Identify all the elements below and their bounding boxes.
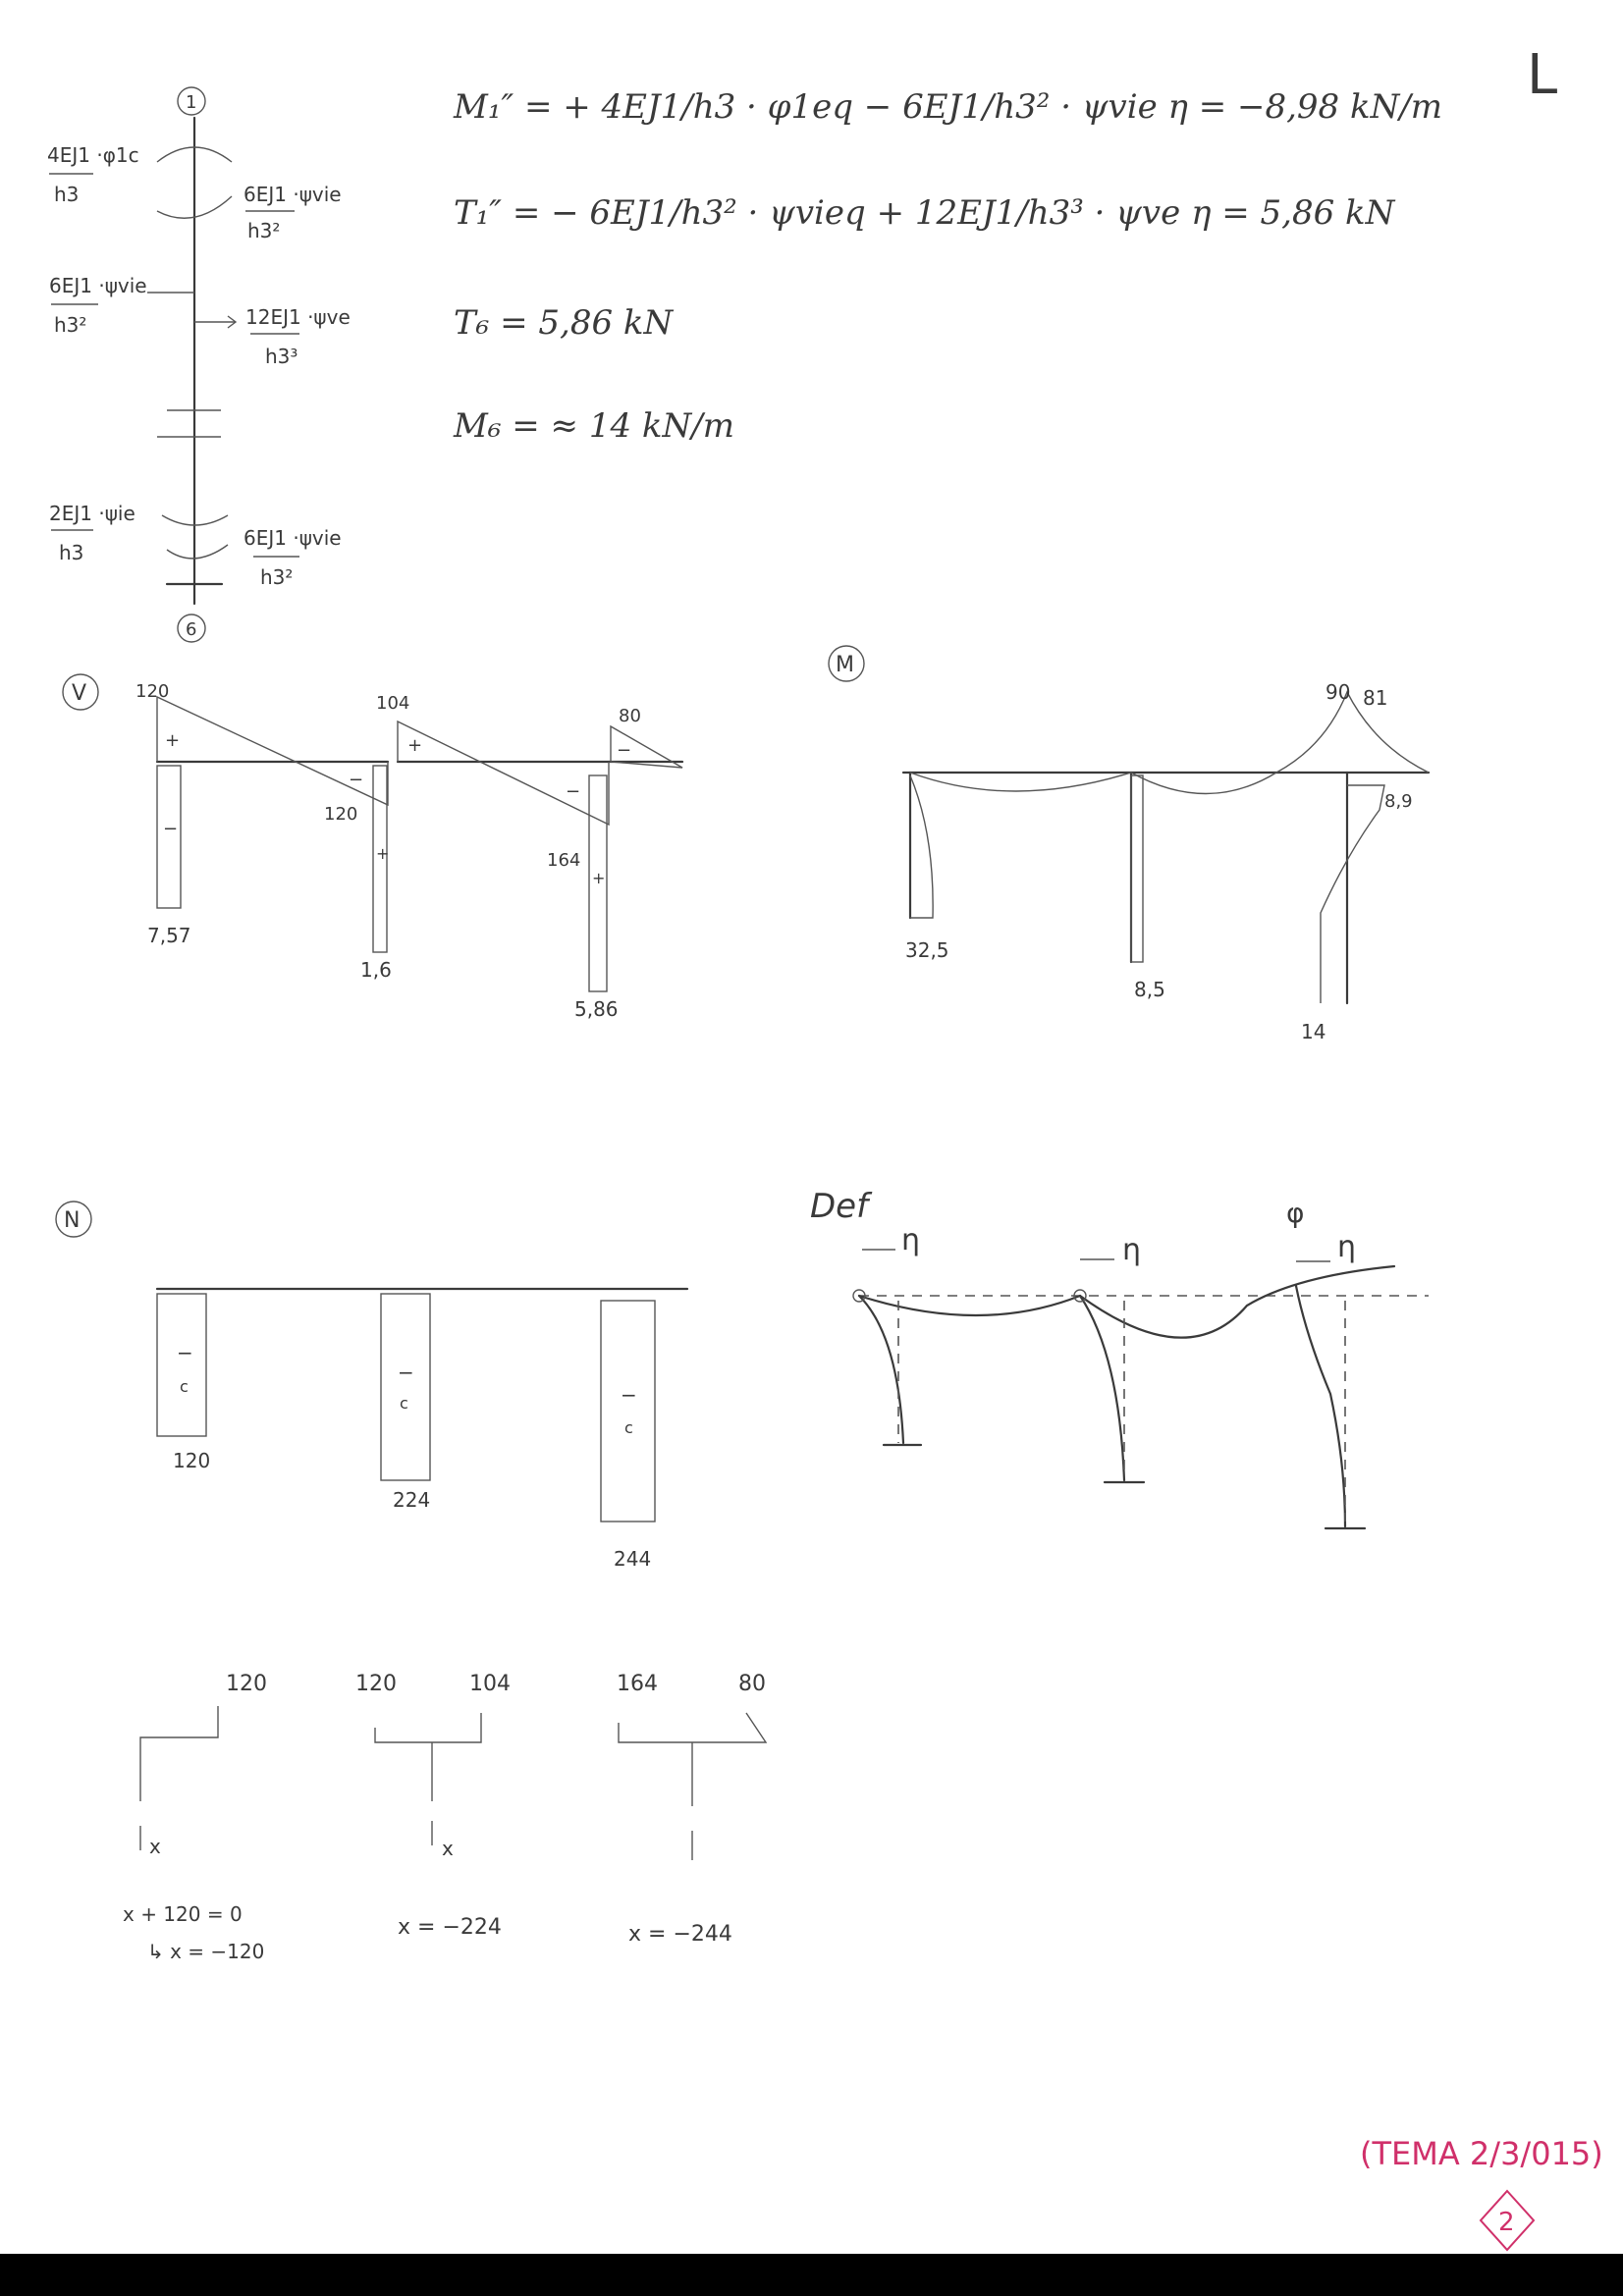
shear-value-2: 120 [324,804,358,825]
moment-value-2: 81 [1363,686,1388,710]
shear-sign-5: − [617,740,632,761]
scan-bottom-edge [0,2254,1623,2296]
col-mid-right-den: h3³ [265,345,298,368]
normal-sign-2: − [398,1361,414,1384]
shear-sign-1: + [165,730,181,751]
deformation-eta-1: η [901,1223,921,1257]
deformation-sketch [810,1187,1429,1528]
column-node-top: 1 [186,92,197,113]
deformation-label: Def [810,1187,869,1226]
moment-value-5: 8,5 [1134,978,1165,1001]
moment-diagram [829,646,1429,1043]
shear-value-6: 7,57 [147,924,191,947]
page-footer [1360,2135,1603,2250]
equil-value-2: 120 [355,1672,397,1696]
column-sketch [47,87,351,642]
col-top-left-label: 4EJ1 ·φ1c [47,143,139,167]
normal-type-1: c [180,1377,189,1396]
deformation-eta-2: η [1122,1233,1142,1267]
equil-eq-2: x = −224 [398,1915,502,1940]
footer-tema: (TEMA 2/3/015) [1360,2135,1603,2172]
normal-sign-1: − [177,1341,193,1364]
equil-eq-3: x = −244 [628,1922,732,1947]
column-node-bottom: 6 [186,619,197,640]
shear-value-4: 164 [547,850,581,871]
equation-moment-1: M₁″ = + 4EJ1/h3 · φ1eq − 6EJ1/h3² · ψvie η = −8,98 kN/m [454,87,1443,127]
normal-value-1: 120 [173,1449,211,1472]
col-mid-left-label: 6EJ1 ·ψvie [49,274,147,297]
equil-value-1: 120 [226,1672,267,1696]
col-bot-right-label: 6EJ1 ·ψvie [243,526,342,550]
normal-value-2: 224 [393,1488,431,1512]
equil-value-4: 164 [617,1672,658,1696]
col-top-right-den: h3² [247,219,281,242]
col-mid-right-label: 12EJ1 ·ψve [245,305,351,329]
moment-value-4: 32,5 [905,938,949,962]
shear-diagram [63,674,682,1021]
moment-value-1: 90 [1325,680,1351,704]
normal-value-3: 244 [614,1547,652,1571]
equilibrium-sketches [123,1672,766,1963]
col-mid-left-den: h3² [54,313,87,337]
equation-shear-6: T₆ = 5,86 kN [454,303,674,343]
normal-diagram-label: N [64,1208,81,1233]
shear-value-1: 120 [135,681,170,702]
col-top-left-den: h3 [54,183,80,206]
col-bot-left-label: 2EJ1 ·ψie [49,502,135,525]
shear-value-7: 1,6 [360,958,392,982]
equil-x-1: x [149,1835,161,1858]
footer-page-number: 2 [1498,2208,1515,2237]
normal-sign-3: − [621,1383,637,1407]
col-bot-right-den: h3² [260,565,294,589]
shear-diagram-label: V [72,681,87,706]
equation-shear-1: T₁″ = − 6EJ1/h3² · ψvieq + 12EJ1/h3³ · ψve η = 5,86 kN [454,193,1395,233]
shear-value-8: 5,86 [574,997,619,1021]
deformation-eta-3: η [1337,1230,1357,1264]
equil-x-2: x [442,1837,454,1860]
equil-eq-1b: ↳ x = −120 [147,1940,265,1963]
equations [453,87,1442,446]
equil-value-3: 104 [469,1672,511,1696]
shear-sign-6: + [592,869,606,887]
deformation-phi: φ [1286,1197,1305,1229]
shear-sign-8: + [376,844,390,863]
shear-sign-4: + [407,735,423,756]
shear-value-5: 80 [619,706,641,726]
shear-sign-2: − [349,770,364,790]
moment-value-3: 8,9 [1384,791,1413,812]
col-top-right-label: 6EJ1 ·ψvie [243,183,342,206]
col-bot-left-den: h3 [59,541,84,564]
moment-value-6: 14 [1301,1020,1326,1043]
corner-mark: L [1527,43,1558,107]
equil-eq-1: x + 120 = 0 [123,1902,243,1926]
shear-sign-7: − [163,819,179,839]
moment-diagram-label: M [836,653,854,677]
shear-sign-3: − [566,781,581,802]
shear-value-3: 104 [376,693,410,714]
normal-type-3: c [624,1418,633,1437]
equil-value-5: 80 [738,1672,766,1696]
normal-type-2: c [400,1394,408,1413]
normal-diagram [56,1201,687,1571]
equation-moment-6: M₆ = ≈ 14 kN/m [454,406,734,446]
